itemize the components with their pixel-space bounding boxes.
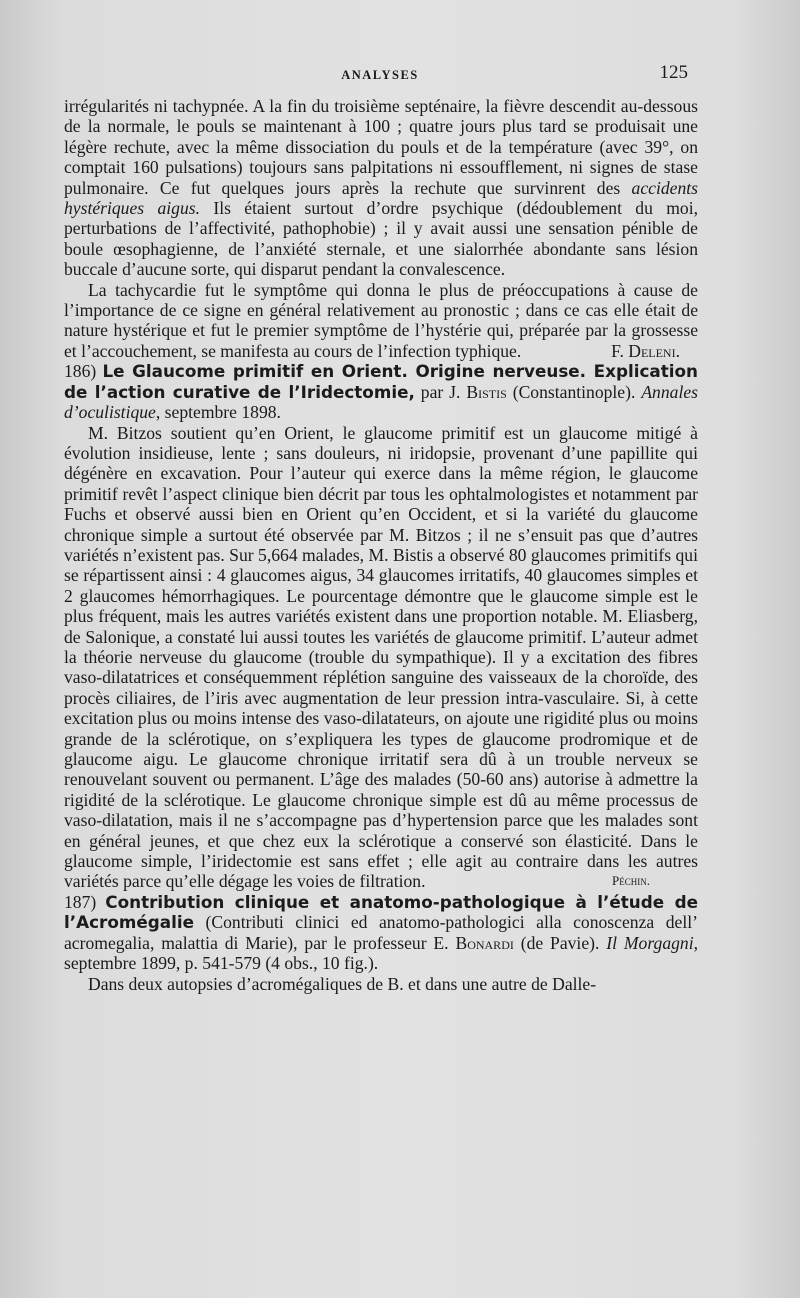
author-name: Bonardi (455, 932, 514, 953)
abstract-186-text: M. Bitzos soutient qu’en Orient, le glaucome primitif est un glaucome mitigé à évolution insidieuse, lente ; sans douleurs, ni iridopsie, provenant d’une papillite qui dégénère en excavation. Pour l’auteur qui exerce dans la même région, le glaucome primitif revêt l’aspect clinique bien décrit par tous les ophtalmologistes et notamment par Fuchs et observé aussi bien en Orient qu’en Occident, et si la variété du glaucome chronique simple a surtout été observée par M. Bitzos ; il ne s’ensuit pas que d’autres variétés n’existent pas. Sur 5,664 malades, M. Bistis a observé 80 glaucomes primitifs qui se répartissent ainsi : 4 glaucomes aigus, 34 glaucomes irritatifs, 40 glaucomes simples et 2 glaucomes hémorrhagiques. Le pourcentage démontre que le glaucome simple est le plus fréquent, mais les autres variétés existent dans une proportion notable. M. Eliasberg, de Salonique, a constaté lui aussi toutes les variétés de glaucome primitif. L’auteur admet la théorie nerveuse du glaucome (trouble du sympathique). Il y a excitation des fibres vaso-dilatatrices et conséquemment réplétion sanguine des vaisseaux de la choroïde, des procès ciliaires, de l’iris avec augmentation de leur pression intra-vasculaire. Si, à cette excitation plus ou moins intense des vaso-dilatateurs, on ajoute une rigidité plus ou moins grande de la sclérotique, on s’expliquera les types de glaucome prodromique et de glaucome aigu. Le glaucome chronique irritatif sera dû à un trouble nerveux se renouvelant souvent ou permanent. L’âge des malades (50-60 ans) autorise à admettre la rigidité de la sclérotique. Le glaucome chronique simple est dû au même processus de vaso-dilatation, mais il ne s’accompagne pas d’hypertension parce que les malades sont en général jeunes, et que chez eux la sclérotique a conservé son élasticité. Dans le glaucome simple, l’iridectomie est sans effet ; elle agit au contraire dans les autres variétés parce qu’elle dégage les voies de filtration. (64, 422, 698, 892)
page-body (64, 96, 698, 994)
paragraph-hysteria-symptoms: irrégularités ni tachypnée. A la fin du troisième septénaire, la fièvre descendit au-dessous de la normale, le pouls se maintenant à 100 ; quatre jours plus tard se produisait une légère rechute, avec la même dissociation du pouls et de la température (avec 39°, on comptait 160 pulsations) toujours sans palpitations ni essoufflement, ni signes de stase pulmonaire. Ce fut quelques jours après la rechute que survinrent des accidents hystériques aigus. Ils étaient surtout d’ordre psychique (dédoublement du moi, perturbations de l’affectivité, pathophobie) ; il y avait aussi une sensation pénible de boule œsophagienne, de l’anxiété sternale, et une sialorrhée abondante sans lésion buccale d’aucune sorte, qui disparut pendant la convalescence. (64, 96, 699, 280)
journal-name: Il Morgagni (606, 932, 694, 953)
abstract-title: Le Glaucome primitif en Orient. Origine nerveuse. Explication de l’action curative de l’Iridectomie, (64, 361, 699, 402)
paragraph-tachycardia: La tachycardie fut le symptôme qui donna le plus de préoccupations à cause de l’importance de ce signe en général relativement au pronostic ; dans ce cas elle était de nature hystérique et fut le premier symptôme de l’hystérie qui, préparée par la grossesse et l’accouchement, se manifesta au cours de l’infection typhique. (64, 279, 698, 361)
abstract-187-text: Dans deux autopsies d’acromégaliques de B. et dans une autre de Dalle- (88, 973, 597, 994)
author-name: Bistis (466, 381, 507, 402)
abstract-number: 187) (64, 891, 97, 912)
abstract-title: Contribution clinique et anatomo-pathologique à l’étude de l’Acromégalie (64, 891, 698, 933)
journal-name: Annales d’oculistique (64, 381, 698, 423)
abstract-187-header: 187) Contribution clinique et anatomo-pathologique à l’étude de l’Acromégalie (Contributi clinici ed anatomo-pathologici alla conoscenza dell’ acromegalia, malattia di Marie), par le professeur E. Bonardi (de Pavie). Il Morgagni, septembre 1899, p. 541-579 (4 obs., 10 fig.). (64, 891, 699, 974)
signature-pechin: Péchin. (612, 873, 650, 889)
abstract-186-header: 186) Le Glaucome primitif en Orient. Origine nerveuse. Explication de l’action curative de l’Iridectomie, par J. Bistis (Constantinople). Annales d’oculistique, septembre 1898. (64, 361, 699, 423)
signature-deleni: F. Deleni. (611, 340, 680, 361)
page-header (62, 62, 698, 88)
page-number: 125 (659, 62, 688, 83)
italic-phrase: accidents hystériques aigus. (64, 177, 698, 219)
abstract-number: 186) (64, 361, 97, 382)
running-head: ANALYSES (341, 68, 419, 82)
